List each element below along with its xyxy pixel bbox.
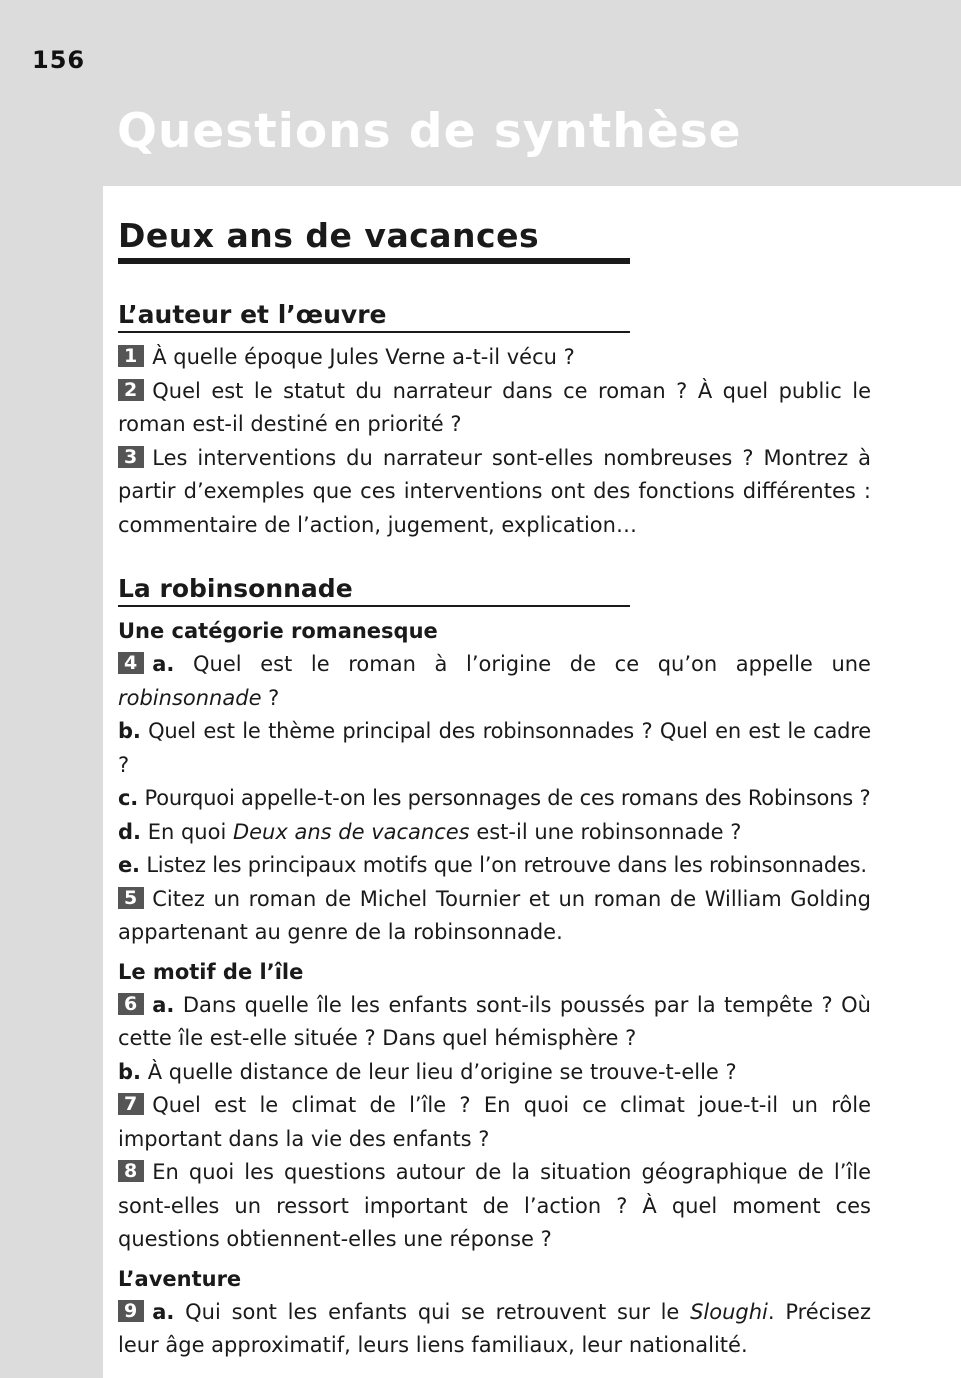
question-text: Quel est le roman à l’origine de ce qu’on appelle une xyxy=(193,652,871,676)
document-title: Deux ans de vacances xyxy=(118,216,630,264)
question-number-badge: 9 xyxy=(118,1300,144,1322)
sub-question-label: e. xyxy=(118,853,140,877)
question-text: À quelle époque Jules Verne a-t-il vécu ? xyxy=(152,345,575,369)
italic-ship-name: Sloughi xyxy=(690,1299,768,1324)
page-inner xyxy=(118,216,871,1363)
question-number-badge: 6 xyxy=(118,993,144,1015)
question-number-badge: 4 xyxy=(118,652,144,674)
question-8 xyxy=(118,1156,871,1257)
question-text: En quoi xyxy=(147,819,227,844)
subheading-aventure: L’aventure xyxy=(118,1266,242,1291)
question-6a xyxy=(118,989,871,1056)
question-number-badge: 3 xyxy=(118,446,144,468)
sub-question-label: b. xyxy=(118,1059,142,1084)
question-number-badge: 2 xyxy=(118,379,144,401)
question-2 xyxy=(118,375,871,442)
question-9a xyxy=(118,1296,871,1363)
question-4e xyxy=(118,849,871,883)
section-title-robinsonnade: La robinsonnade xyxy=(118,572,630,607)
question-text: ? xyxy=(268,685,280,710)
sub-question-label: d. xyxy=(118,819,142,844)
italic-title: Deux ans de vacances xyxy=(232,819,470,844)
sub-question-label: c. xyxy=(118,786,139,810)
italic-term: robinsonnade xyxy=(118,685,262,710)
question-4d xyxy=(118,816,871,850)
sub-question-label: b. xyxy=(118,719,141,743)
question-3 xyxy=(118,442,871,543)
question-text: Quel est le statut du narrateur dans ce roman ? À quel public le roman est-il destiné en priorité ? xyxy=(118,378,871,436)
question-text: Dans quelle île les enfants sont-ils poussés par la tempête ? Où cette île est-elle située ? Dans quel hémisphère ? xyxy=(118,992,871,1050)
question-4c xyxy=(118,782,871,816)
question-7 xyxy=(118,1089,871,1156)
page-number: 156 xyxy=(32,46,86,74)
question-text: Pourquoi appelle-t-on les personnages de ces romans des Robinsons ? xyxy=(144,786,871,810)
question-text: Citez un roman de Michel Tournier et un roman de William Golding appartenant au genre de la robinsonnade. xyxy=(118,886,871,944)
question-text: Listez les principaux motifs que l’on retrouve dans les robinsonnades. xyxy=(146,853,867,877)
question-text: Quel est le climat de l’île ? En quoi ce climat joue-t-il un rôle important dans la vie des enfants ? xyxy=(118,1093,871,1151)
sub-question-label: a. xyxy=(152,1299,175,1324)
question-4b xyxy=(118,715,871,782)
question-number-badge: 1 xyxy=(118,345,144,367)
page-content xyxy=(103,186,961,1378)
question-text: Quel est le thème principal des robinsonnades ? Quel en est le cadre ? xyxy=(118,719,871,777)
sub-question-label: a. xyxy=(152,992,175,1017)
question-5 xyxy=(118,883,871,950)
question-number-badge: 8 xyxy=(118,1160,144,1182)
subheading-categorie: Une catégorie romanesque xyxy=(118,619,438,643)
question-4a xyxy=(118,648,871,715)
question-text: Les interventions du narrateur sont-elles nombreuses ? Montrez à partir d’exemples que ces interventions ont des fonctions différentes : commentaire de l’action, jugement, explication… xyxy=(118,445,871,537)
question-text: En quoi les questions autour de la situation géographique de l’île sont-elles un ressort important de l’action ? À quel moment ces questions obtiennent-elles une réponse ? xyxy=(118,1160,871,1251)
section-title-auteur: L’auteur et l’œuvre xyxy=(118,298,630,333)
banner-title: Questions de synthèse xyxy=(117,104,742,159)
sub-question-label: a. xyxy=(152,652,175,676)
question-number-badge: 7 xyxy=(118,1093,144,1115)
question-text: est-il une robinsonnade ? xyxy=(476,819,742,844)
question-text: À quelle distance de leur lieu d’origine se trouve-t-elle ? xyxy=(147,1059,737,1084)
question-6b xyxy=(118,1056,871,1090)
question-text: . Précisez leur âge approximatif, leurs liens familiaux, leur nationalité. xyxy=(118,1299,871,1357)
question-1 xyxy=(118,341,871,375)
subheading-ile: Le motif de l’île xyxy=(118,959,304,984)
question-text: Qui sont les enfants qui se retrouvent sur le xyxy=(185,1299,680,1324)
question-number-badge: 5 xyxy=(118,887,144,909)
